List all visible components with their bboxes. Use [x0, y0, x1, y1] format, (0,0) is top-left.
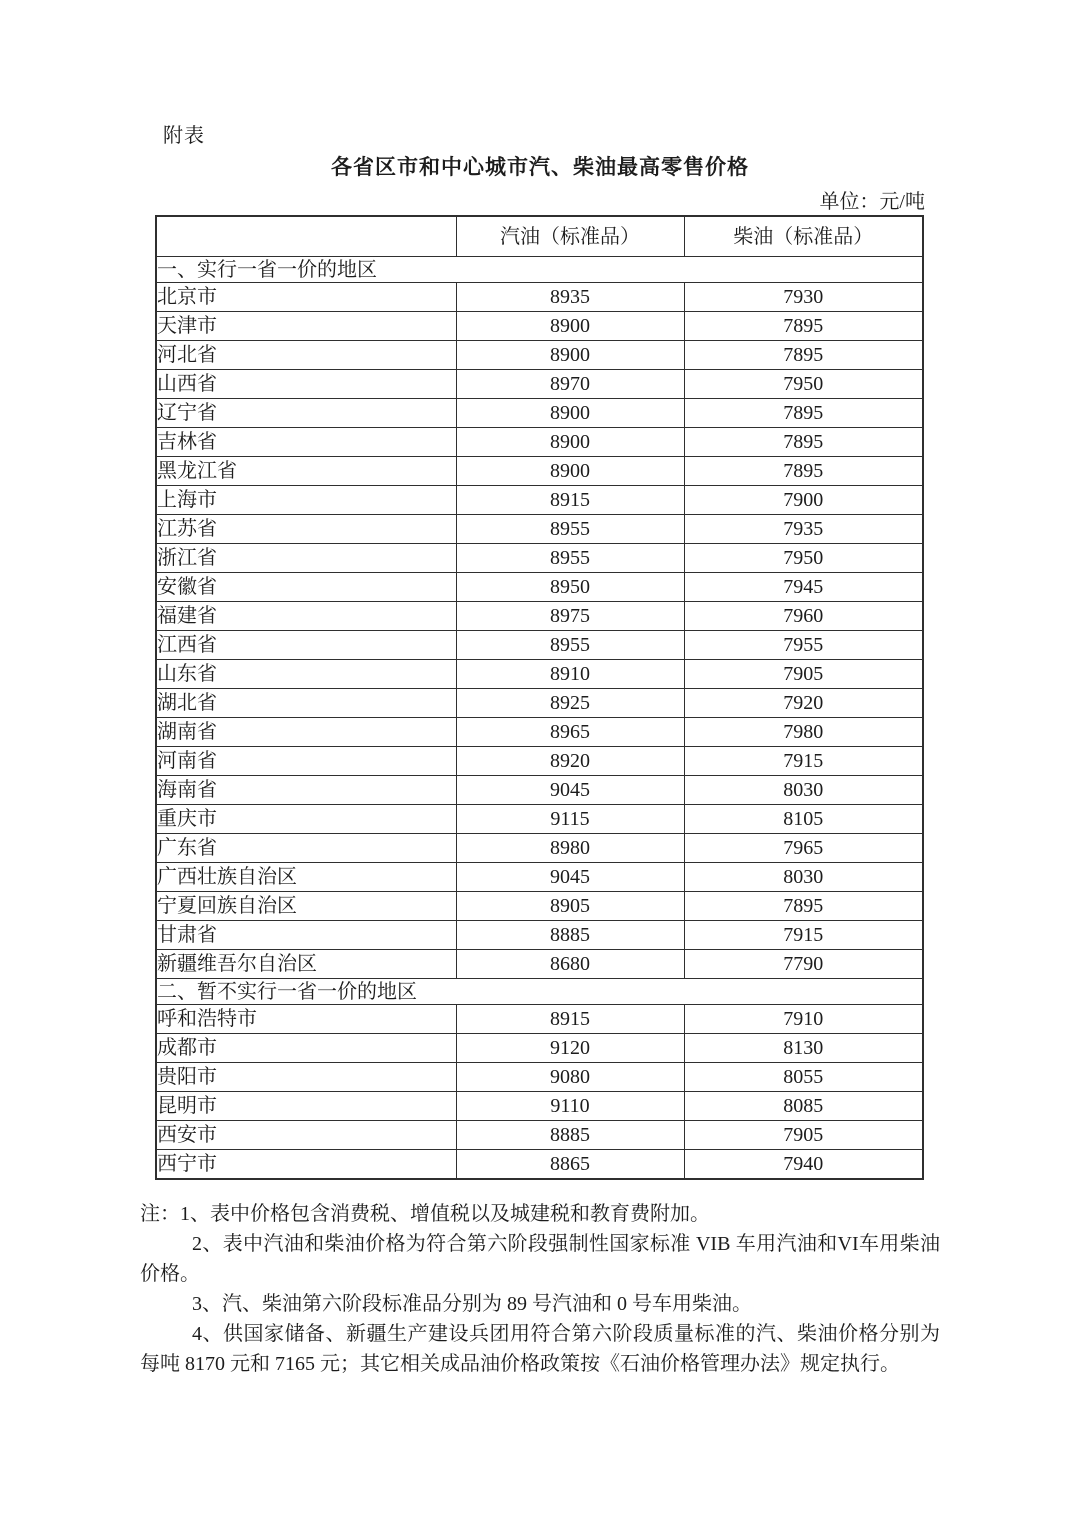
gasoline-price-cell: 8935 — [456, 283, 684, 312]
region-cell: 北京市 — [156, 283, 456, 312]
gasoline-price-cell: 8955 — [456, 631, 684, 660]
diesel-price-cell: 7790 — [684, 950, 923, 979]
diesel-price-cell: 7910 — [684, 1005, 923, 1034]
gasoline-price-cell: 9045 — [456, 776, 684, 805]
gasoline-price-cell: 8900 — [456, 399, 684, 428]
diesel-price-cell: 7950 — [684, 544, 923, 573]
gasoline-price-cell: 8905 — [456, 892, 684, 921]
diesel-price-cell: 7900 — [684, 486, 923, 515]
table-row — [156, 921, 923, 950]
table-header-row — [156, 216, 923, 257]
note-item-2: 2、表中汽油和柴油价格为符合第六阶段强制性国家标准 VIB 车用汽油和VI车用柴油价格。 — [140, 1233, 940, 1285]
diesel-price-cell: 7945 — [684, 573, 923, 602]
gasoline-price-cell: 8680 — [456, 950, 684, 979]
note-item-1: 注：1、表中价格包含消费税、增值税以及城建税和教育费附加。 — [140, 1203, 710, 1225]
table-row — [156, 573, 923, 602]
table-row — [156, 370, 923, 399]
gasoline-price-cell: 8865 — [456, 1150, 684, 1180]
region-cell: 江西省 — [156, 631, 456, 660]
region-cell: 黑龙江省 — [156, 457, 456, 486]
gasoline-price-cell: 9080 — [456, 1063, 684, 1092]
table-row — [156, 399, 923, 428]
price-table — [155, 215, 924, 1180]
diesel-price-cell: 7895 — [684, 312, 923, 341]
diesel-price-cell: 8085 — [684, 1092, 923, 1121]
gasoline-price-cell: 8920 — [456, 747, 684, 776]
table-row — [156, 602, 923, 631]
table-row — [156, 834, 923, 863]
diesel-price-cell: 7895 — [684, 399, 923, 428]
region-cell: 西宁市 — [156, 1150, 456, 1180]
gasoline-price-cell: 8885 — [456, 921, 684, 950]
gasoline-price-cell: 8950 — [456, 573, 684, 602]
region-cell: 福建省 — [156, 602, 456, 631]
diesel-price-cell: 7895 — [684, 428, 923, 457]
table-row — [156, 1121, 923, 1150]
gasoline-price-cell: 8925 — [456, 689, 684, 718]
region-cell: 湖北省 — [156, 689, 456, 718]
gasoline-price-cell: 8955 — [456, 544, 684, 573]
region-cell: 贵阳市 — [156, 1063, 456, 1092]
table-row — [156, 486, 923, 515]
region-cell: 呼和浩特市 — [156, 1005, 456, 1034]
gasoline-price-cell: 8975 — [456, 602, 684, 631]
table-row — [156, 515, 923, 544]
gasoline-price-cell: 9045 — [456, 863, 684, 892]
table-row — [156, 689, 923, 718]
corner-cell — [156, 216, 456, 257]
table-row — [156, 631, 923, 660]
gasoline-price-cell: 8915 — [456, 1005, 684, 1034]
table-row — [156, 1063, 923, 1092]
gasoline-price-cell: 8915 — [456, 486, 684, 515]
document-title: 各省区市和中心城市汽、柴油最高零售价格 — [331, 156, 749, 179]
region-cell: 成都市 — [156, 1034, 456, 1063]
gasoline-price-cell: 9115 — [456, 805, 684, 834]
gasoline-price-cell: 8900 — [456, 341, 684, 370]
region-cell: 辽宁省 — [156, 399, 456, 428]
region-cell: 广西壮族自治区 — [156, 863, 456, 892]
table-row — [156, 892, 923, 921]
gasoline-price-cell: 8900 — [456, 312, 684, 341]
diesel-price-cell: 7915 — [684, 747, 923, 776]
diesel-price-cell: 7905 — [684, 660, 923, 689]
diesel-price-cell: 8055 — [684, 1063, 923, 1092]
table-row — [156, 1034, 923, 1063]
table-row — [156, 776, 923, 805]
region-cell: 广东省 — [156, 834, 456, 863]
table-row — [156, 341, 923, 370]
region-cell: 重庆市 — [156, 805, 456, 834]
table-row — [156, 1092, 923, 1121]
region-cell: 江苏省 — [156, 515, 456, 544]
table-row — [156, 718, 923, 747]
table-row — [156, 660, 923, 689]
diesel-price-cell: 7905 — [684, 1121, 923, 1150]
diesel-price-cell: 7920 — [684, 689, 923, 718]
gasoline-price-cell: 8910 — [456, 660, 684, 689]
gasoline-price-cell: 8970 — [456, 370, 684, 399]
diesel-price-cell: 7895 — [684, 892, 923, 921]
region-cell: 西安市 — [156, 1121, 456, 1150]
diesel-price-cell: 7965 — [684, 834, 923, 863]
section-header-row — [156, 257, 923, 283]
gasoline-price-cell: 8955 — [456, 515, 684, 544]
appendix-label: 附表 — [163, 125, 205, 147]
gasoline-price-cell: 9120 — [456, 1034, 684, 1063]
table-row — [156, 863, 923, 892]
region-cell: 湖南省 — [156, 718, 456, 747]
region-cell: 浙江省 — [156, 544, 456, 573]
column-header-diesel: 柴油（标准品） — [684, 216, 923, 257]
region-cell: 天津市 — [156, 312, 456, 341]
unit-label: 单位：元/吨 — [819, 191, 925, 213]
diesel-price-cell: 8105 — [684, 805, 923, 834]
price-table-body — [156, 257, 923, 1180]
region-cell: 山西省 — [156, 370, 456, 399]
table-row — [156, 747, 923, 776]
diesel-price-cell: 7895 — [684, 457, 923, 486]
diesel-price-cell: 8130 — [684, 1034, 923, 1063]
gasoline-price-cell: 9110 — [456, 1092, 684, 1121]
gasoline-price-cell: 8900 — [456, 428, 684, 457]
section-header: 一、实行一省一价的地区 — [156, 257, 923, 283]
region-cell: 昆明市 — [156, 1092, 456, 1121]
table-row — [156, 428, 923, 457]
gasoline-price-cell: 8885 — [456, 1121, 684, 1150]
notes — [140, 1199, 940, 1379]
gasoline-price-cell: 8980 — [456, 834, 684, 863]
note-item-3: 3、汽、柴油第六阶段标准品分别为 89 号汽油和 0 号车用柴油。 — [192, 1293, 752, 1315]
section-header: 二、暂不实行一省一价的地区 — [156, 979, 923, 1005]
section-header-row — [156, 979, 923, 1005]
diesel-price-cell: 7930 — [684, 283, 923, 312]
table-row — [156, 312, 923, 341]
diesel-price-cell: 7950 — [684, 370, 923, 399]
diesel-price-cell: 7960 — [684, 602, 923, 631]
diesel-price-cell: 7980 — [684, 718, 923, 747]
diesel-price-cell: 8030 — [684, 863, 923, 892]
diesel-price-cell: 7940 — [684, 1150, 923, 1180]
table-row — [156, 283, 923, 312]
region-cell: 河北省 — [156, 341, 456, 370]
diesel-price-cell: 7935 — [684, 515, 923, 544]
region-cell: 安徽省 — [156, 573, 456, 602]
region-cell: 新疆维吾尔自治区 — [156, 950, 456, 979]
table-row — [156, 1150, 923, 1180]
gasoline-price-cell: 8965 — [456, 718, 684, 747]
table-row — [156, 805, 923, 834]
note-item-4: 4、供国家储备、新疆生产建设兵团用符合第六阶段质量标准的汽、柴油价格分别为每吨 8170 元和 7165 元；其它相关成品油价格政策按《石油价格管理办法》规定执行。 — [140, 1323, 940, 1375]
diesel-price-cell: 7915 — [684, 921, 923, 950]
region-cell: 山东省 — [156, 660, 456, 689]
region-cell: 甘肃省 — [156, 921, 456, 950]
region-cell: 宁夏回族自治区 — [156, 892, 456, 921]
diesel-price-cell: 7895 — [684, 341, 923, 370]
region-cell: 海南省 — [156, 776, 456, 805]
table-row — [156, 544, 923, 573]
region-cell: 上海市 — [156, 486, 456, 515]
table-row — [156, 1005, 923, 1034]
region-cell: 河南省 — [156, 747, 456, 776]
diesel-price-cell: 8030 — [684, 776, 923, 805]
gasoline-price-cell: 8900 — [456, 457, 684, 486]
diesel-price-cell: 7955 — [684, 631, 923, 660]
region-cell: 吉林省 — [156, 428, 456, 457]
table-row — [156, 457, 923, 486]
table-row — [156, 950, 923, 979]
column-header-gasoline: 汽油（标准品） — [456, 216, 684, 257]
